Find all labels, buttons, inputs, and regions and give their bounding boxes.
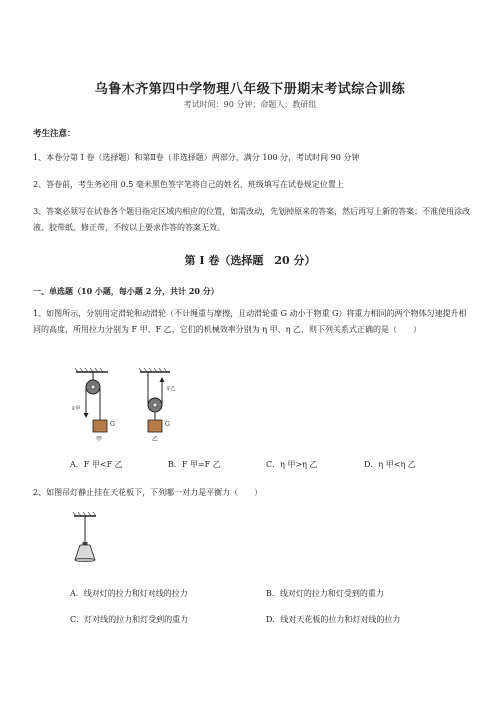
q1-option-b[interactable]: B．F 甲=F 乙 [168, 460, 221, 469]
figure-right-caption: 乙 [152, 436, 159, 443]
force-right-label: F乙 [167, 386, 176, 392]
q1-option-d[interactable]: D．η 甲<η 乙 [364, 460, 416, 469]
q2-option-b[interactable]: B．线对灯的拉力和灯受到的重力 [266, 589, 384, 598]
weight-right-label: G [165, 421, 170, 428]
q1-option-c[interactable]: C．η 甲>η 乙 [266, 460, 318, 469]
figure-left-caption: 甲 [96, 436, 103, 443]
q2-option-a[interactable]: A．线对灯的拉力和灯对线的拉力 [70, 589, 188, 598]
notice-item-3: 3、答案必须写在试卷各个题目指定区域内相应的位置，如需改动，先划掉原来的答案，然后再写上新的答案；不准使用涂改液、胶带纸、修正带，不按以上要求作答的答案无效。 [33, 207, 471, 232]
q2-option-c[interactable]: C．灯对线的拉力和灯受到的重力 [70, 615, 189, 624]
pulley-figure [68, 368, 198, 448]
notice-heading: 考生注意： [33, 129, 76, 139]
part-heading: 一、单选题（10 小题，每小题 2 分，共计 20 分） [33, 286, 219, 296]
section-title: 第 I 卷（选择题 20 分） [184, 254, 316, 267]
notice-item-1: 1、本卷分第 I 卷（选择题）和第Ⅱ卷（非选择题）两部分，满分 100 分，考试时间 90 分钟 [33, 153, 360, 162]
exam-subtitle: 考试时间：90 分钟；命题人：教研组 [183, 100, 317, 109]
notice-item-2: 2、答卷前，考生务必用 0.5 毫米黑色签字笔将自己的姓名、班级填写在试卷规定位置上 [33, 180, 344, 189]
force-left-label: F甲 [72, 406, 81, 412]
weight-left-label: G [110, 421, 115, 428]
q1-option-a[interactable]: A．F 甲<F 乙 [70, 460, 123, 469]
q2-option-d[interactable]: D．线对天花板的拉力和灯对线的拉力 [266, 615, 401, 624]
question-1-stem: 1、如图所示，分别用定滑轮和动滑轮（不计绳重与摩擦，且动滑轮重 G 动小于物重 G）将重力相同的两个物体匀速提升相同的高度，所用拉力分别为 F 甲、F 乙，它们的机械效率分别为 η 甲、η 乙，则下列关系式正确的是（ ） [33, 309, 467, 334]
hanging-lamp-figure [68, 512, 104, 570]
question-2-stem: 2、如图吊灯静止挂在天花板下，下列哪一对力是平衡力（ ） [33, 488, 263, 497]
exam-title: 乌鲁木齐第四中学物理八年级下册期末考试综合训练 [94, 82, 406, 97]
